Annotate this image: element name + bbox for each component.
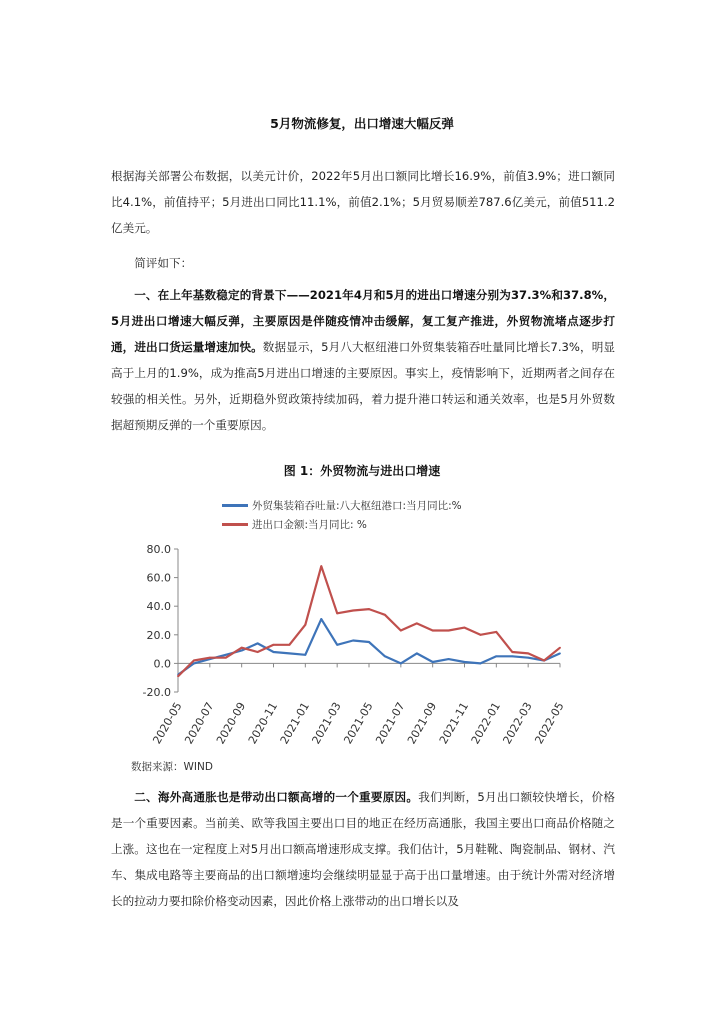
x-tick-label: 2022-01 bbox=[468, 700, 503, 747]
data-point-1-19 bbox=[480, 634, 482, 636]
data-point-1-4 bbox=[241, 647, 243, 649]
data-point-0-5 bbox=[257, 642, 259, 644]
data-point-0-24 bbox=[559, 652, 561, 654]
data-point-1-2 bbox=[209, 657, 211, 659]
data-point-0-13 bbox=[384, 655, 386, 657]
data-point-0-20 bbox=[495, 655, 497, 657]
data-point-1-21 bbox=[511, 651, 513, 653]
series-line-1 bbox=[178, 566, 560, 676]
data-point-0-22 bbox=[527, 657, 529, 659]
y-tick-label: 0.0 bbox=[153, 657, 171, 671]
data-point-0-19 bbox=[480, 663, 482, 665]
x-tick-label: 2021-05 bbox=[341, 700, 376, 747]
data-point-0-15 bbox=[416, 652, 418, 654]
page-title: 5月物流修复，出口增速大幅反弹 bbox=[270, 116, 454, 131]
data-point-1-17 bbox=[448, 630, 450, 632]
data-point-0-10 bbox=[336, 644, 338, 646]
data-point-0-3 bbox=[225, 654, 227, 656]
data-point-0-8 bbox=[304, 654, 306, 656]
x-tick-label: 2020-07 bbox=[182, 700, 217, 747]
data-point-1-7 bbox=[289, 644, 291, 646]
y-tick-label: 80.0 bbox=[146, 543, 171, 556]
legend-swatch-container bbox=[222, 504, 248, 507]
x-tick-label: 2021-09 bbox=[405, 700, 440, 747]
data-point-1-14 bbox=[400, 630, 402, 632]
data-point-1-12 bbox=[368, 608, 370, 610]
data-point-0-16 bbox=[432, 661, 434, 663]
data-point-0-18 bbox=[464, 661, 466, 663]
x-tick-label: 2020-05 bbox=[150, 700, 185, 747]
legend-swatch-trade bbox=[222, 523, 248, 526]
x-tick-label: 2021-01 bbox=[277, 700, 312, 747]
legend-item-trade bbox=[222, 515, 462, 534]
y-tick-label: 20.0 bbox=[146, 628, 171, 642]
data-point-0-4 bbox=[241, 650, 243, 652]
data-point-1-6 bbox=[273, 644, 275, 646]
data-point-0-1 bbox=[193, 663, 195, 665]
data-point-1-16 bbox=[432, 630, 434, 632]
data-point-1-15 bbox=[416, 622, 418, 624]
data-point-1-8 bbox=[304, 624, 306, 626]
data-point-1-3 bbox=[225, 657, 227, 659]
x-tick-label: 2021-07 bbox=[373, 700, 408, 747]
legend-label-trade: 进出口金额:当月同比: % bbox=[252, 519, 367, 531]
data-point-1-11 bbox=[352, 610, 354, 612]
x-tick-label: 2020-11 bbox=[245, 700, 281, 747]
point-one-heading: 一、在上年基数稳定的背景下——2021年4月和5月的进出口增速分别为37.3%和37.8%，5月进出口增速大幅反弹，主要原因是伴随疫情冲击缓解，复工复产推进，外贸物流堵点逐步打通，进出口货运量增速加快。 bbox=[111, 288, 615, 354]
data-point-1-0 bbox=[177, 675, 179, 677]
x-tick-label: 2022-05 bbox=[532, 700, 567, 747]
data-point-0-6 bbox=[273, 651, 275, 653]
data-point-0-17 bbox=[448, 658, 450, 660]
x-tick-label: 2020-09 bbox=[214, 700, 249, 747]
point-two-body: 我们判断，5月出口额较快增长，价格是一个重要因素。当前美、欧等我国主要出口目的地正在经历高通胀，我国主要出口商品价格随之上涨。这也在一定程度上对5月出口额高增速形成支撑。我们估计，5月鞋靴、陶瓷制品、钢材、汽车、集成电路等主要商品的出口额增速均会继续明显显于高于出口量增速。由于统计外需对经济增长的拉动力要扣除价格变动因素，因此价格上涨带动的出口增长以及 bbox=[111, 790, 615, 908]
data-point-1-13 bbox=[384, 614, 386, 616]
data-point-1-23 bbox=[543, 660, 545, 662]
line-chart bbox=[120, 535, 570, 750]
legend-label-container: 外贸集装箱吞吐量:八大枢纽港口:当月同比:% bbox=[252, 500, 462, 512]
figure-title: 图 1：外贸物流与进出口增速 bbox=[283, 464, 441, 478]
data-point-0-14 bbox=[400, 663, 402, 665]
x-tick-label: 2021-03 bbox=[309, 700, 344, 747]
data-point-0-12 bbox=[368, 641, 370, 643]
data-point-1-24 bbox=[559, 647, 561, 649]
data-point-1-20 bbox=[495, 631, 497, 633]
data-point-0-7 bbox=[289, 652, 291, 654]
paragraph-summary: 根据海关部署公布数据，以美元计价，2022年5月出口额同比增长16.9%，前值3.9%；进口额同比4.1%，前值持平；5月进出口同比11.1%，前值2.1%；5月贸易顺差787.6亿美元，前值511.2亿美元。 bbox=[111, 169, 615, 235]
paragraph-point-two bbox=[111, 784, 615, 914]
data-point-0-21 bbox=[511, 655, 513, 657]
paragraph-point-one bbox=[111, 282, 615, 438]
legend-item-container bbox=[222, 496, 462, 515]
data-point-1-1 bbox=[193, 660, 195, 662]
data-point-0-11 bbox=[352, 640, 354, 642]
x-tick-label: 2022-03 bbox=[500, 700, 535, 747]
chart-legend bbox=[222, 496, 462, 534]
data-point-1-9 bbox=[320, 565, 322, 567]
y-tick-label: 60.0 bbox=[146, 571, 171, 585]
x-tick-label: 2021-11 bbox=[436, 700, 472, 747]
data-source: 数据来源：WIND bbox=[131, 761, 213, 773]
data-point-1-5 bbox=[257, 651, 259, 653]
y-tick-label: -20.0 bbox=[142, 686, 171, 699]
data-point-1-10 bbox=[336, 612, 338, 614]
data-point-1-22 bbox=[527, 652, 529, 654]
point-one-body: 数据显示，5月八大枢纽港口外贸集装箱吞吐量同比增长7.3%，明显高于上月的1.9%，成为推高5月进出口增速的主要原因。事实上，疫情影响下，近期两者之间存在较强的相关性。另外，近期稳外贸政策持续加码，着力提升港口转运和通关效率，也是5月外贸数据超预期反弹的一个重要原因。 bbox=[111, 340, 615, 432]
data-point-1-18 bbox=[464, 627, 466, 629]
y-tick-label: 40.0 bbox=[146, 600, 171, 614]
data-point-0-9 bbox=[320, 618, 322, 620]
point-two-heading: 二、海外高通胀也是带动出口额高增的一个重要原因。 bbox=[134, 790, 419, 804]
paragraph-intro: 简评如下： bbox=[134, 256, 193, 270]
